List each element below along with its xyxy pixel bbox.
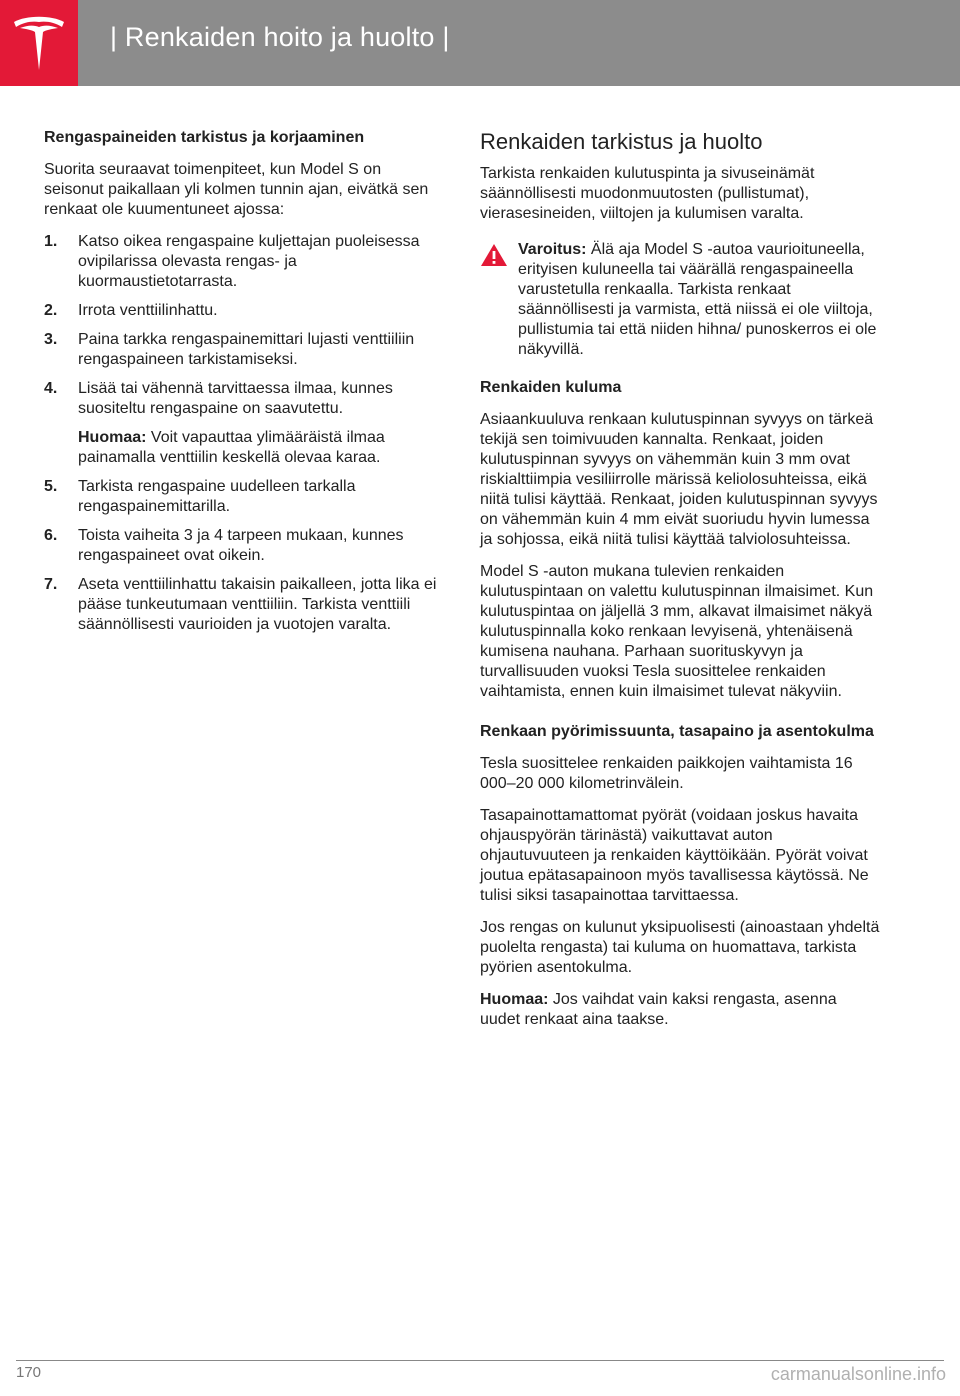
step-text: Katso oikea rengaspaine kuljettajan puoleisessa ovipilarissa olevasta rengas- ja kuormaustietotarrasta. xyxy=(78,233,420,290)
page-number: 170 xyxy=(16,1364,42,1381)
step-text: Paina tarkka rengaspainemittari lujasti venttiiliin rengaspaineen tarkistamiseksi. xyxy=(78,331,415,368)
warning-box xyxy=(480,240,880,360)
steps-list xyxy=(44,232,444,419)
wear-heading: Renkaiden kuluma xyxy=(480,379,622,396)
left-column xyxy=(44,128,444,644)
step-text: Toista vaiheita 3 ja 4 tarpeen mukaan, kunnes rengaspaineet ovat oikein. xyxy=(78,527,404,564)
list-item xyxy=(44,232,444,292)
list-item xyxy=(44,301,444,321)
right-column xyxy=(480,128,880,1042)
step-number: 5. xyxy=(44,478,58,495)
note xyxy=(44,428,444,468)
section-heading: Rengaspaineiden tarkistus ja korjaaminen xyxy=(44,129,365,146)
wear-paragraph: Asiaankuuluva renkaan kulutuspinnan syvyys on tärkeä tekijä sen toimivuuden kannalta. Renkaat, joiden kulutuspinnan syvyys on vähemmän kuin 3 mm ovat riskialttiimpia vesiliirrolle märissä keliolosuhteissa, eikä niitä tulisi käyttää. Renkaat, joiden kulutuspinnan syvyys on vähemmän kuin 4 mm eivät suoriudu hyvin lumessa ja sohjossa, eikä niitä tulisi käyttää talviolosuhteissa. xyxy=(480,411,878,548)
intro-paragraph: Suorita seuraavat toimenpiteet, kun Model S on seisonut paikallaan yli kolmen tunnin ajan, eivätkä sen renkaat ole kuumentuneet ajossa: xyxy=(44,161,429,218)
warning-triangle-icon xyxy=(480,243,508,267)
steps-list-continued xyxy=(44,477,444,635)
tesla-logo-icon xyxy=(12,16,66,72)
intro-paragraph: Tarkista renkaiden kulutuspinta ja sivuseinämät säännöllisesti muodonmuutosten (pullistumat), vierasesineiden, viiltojen ja kulumisen varalta. xyxy=(480,165,815,222)
step-number: 1. xyxy=(44,233,58,250)
step-number: 6. xyxy=(44,527,58,544)
warning-text: Älä aja Model S -autoa vaurioituneella, erityisen kuluneella tai väärällä rengaspaineella varustetulla renkaalla. Tarkista renkaat säännöllisesti ja varmista, että niissä ei ole viiltoja, pullistumia tai että niiden hihna/ punoskerros ei ole näkyvillä. xyxy=(518,241,877,358)
note-text: Jos vaihdat vain kaksi rengasta, asenna uudet renkaat aina taakse. xyxy=(480,991,837,1028)
step-text: Aseta venttiilinhattu takaisin paikalleen, jotta lika ei pääse tunkeutumaan venttiiliin. Tarkista venttiili säännöllisesti vaurioiden ja vuotojen varalta. xyxy=(78,576,437,633)
step-number: 4. xyxy=(44,380,58,397)
rotation-heading: Renkaan pyörimissuunta, tasapaino ja asentokulma xyxy=(480,723,874,740)
note xyxy=(480,990,880,1030)
step-number: 3. xyxy=(44,331,58,348)
balance-paragraph: Tasapainottamattomat pyörät (voidaan joskus havaita ohjauspyörän tärinästä) vaikuttavat auton ohjautuvuuteen ja renkaiden käyttöikään. Pyörät voivat joutua epätasapainoon myös tavallisessa käytössä. Ne tulisi siksi tasapainottaa tarvittaessa. xyxy=(480,807,869,904)
list-item xyxy=(44,330,444,370)
list-item xyxy=(44,379,444,419)
section-title: Renkaiden tarkistus ja huolto xyxy=(480,129,763,154)
list-item xyxy=(44,477,444,517)
step-text: Lisää tai vähennä tarvittaessa ilmaa, kunnes suositeltu rengaspaine on saavutettu. xyxy=(78,380,393,417)
page-header xyxy=(0,0,960,86)
note-label: Huomaa: xyxy=(480,991,549,1008)
warning-label: Varoitus: xyxy=(518,241,587,258)
step-text: Tarkista rengaspaine uudelleen tarkalla rengaspainemittarilla. xyxy=(78,478,356,515)
note-text: Voit vapauttaa ylimääräistä ilmaa painamalla venttiilin keskellä olevaa karaa. xyxy=(78,429,385,466)
step-number: 7. xyxy=(44,576,58,593)
footer-divider xyxy=(16,1360,944,1361)
note-label: Huomaa: xyxy=(78,429,147,446)
watermark: carmanualsonline.info xyxy=(770,1364,946,1384)
page-title: | Renkaiden hoito ja huolto | xyxy=(110,22,450,52)
list-item xyxy=(44,575,444,635)
wear-indicator-paragraph: Model S -auton mukana tulevien renkaiden kulutuspintaan on valettu kulutuspinnan ilmaisimet. Kun kulutuspintaa on jäljellä 3 mm, alkavat ilmaisimet näkyä kulutuspinnalla koko renkaan levyisenä, yhtenäisenä kumisena nauhana. Parhaan suorituskyvyn ja turvallisuuden vuoksi Tesla suosittelee renkaiden vaihtamista, ennen kuin ilmaisimet tulevat näkyviin. xyxy=(480,563,874,700)
rotation-paragraph: Tesla suosittelee renkaiden paikkojen vaihtamista 16 000–20 000 kilometrinvälein. xyxy=(480,755,853,792)
step-text: Irrota venttiilinhattu. xyxy=(78,302,218,319)
logo-box xyxy=(0,0,78,86)
list-item xyxy=(44,526,444,566)
alignment-paragraph: Jos rengas on kulunut yksipuolisesti (ainoastaan yhdeltä puolelta rengasta) tai kuluma on huomattava, tarkista pyörien asentokulma. xyxy=(480,919,880,976)
step-number: 2. xyxy=(44,302,58,319)
